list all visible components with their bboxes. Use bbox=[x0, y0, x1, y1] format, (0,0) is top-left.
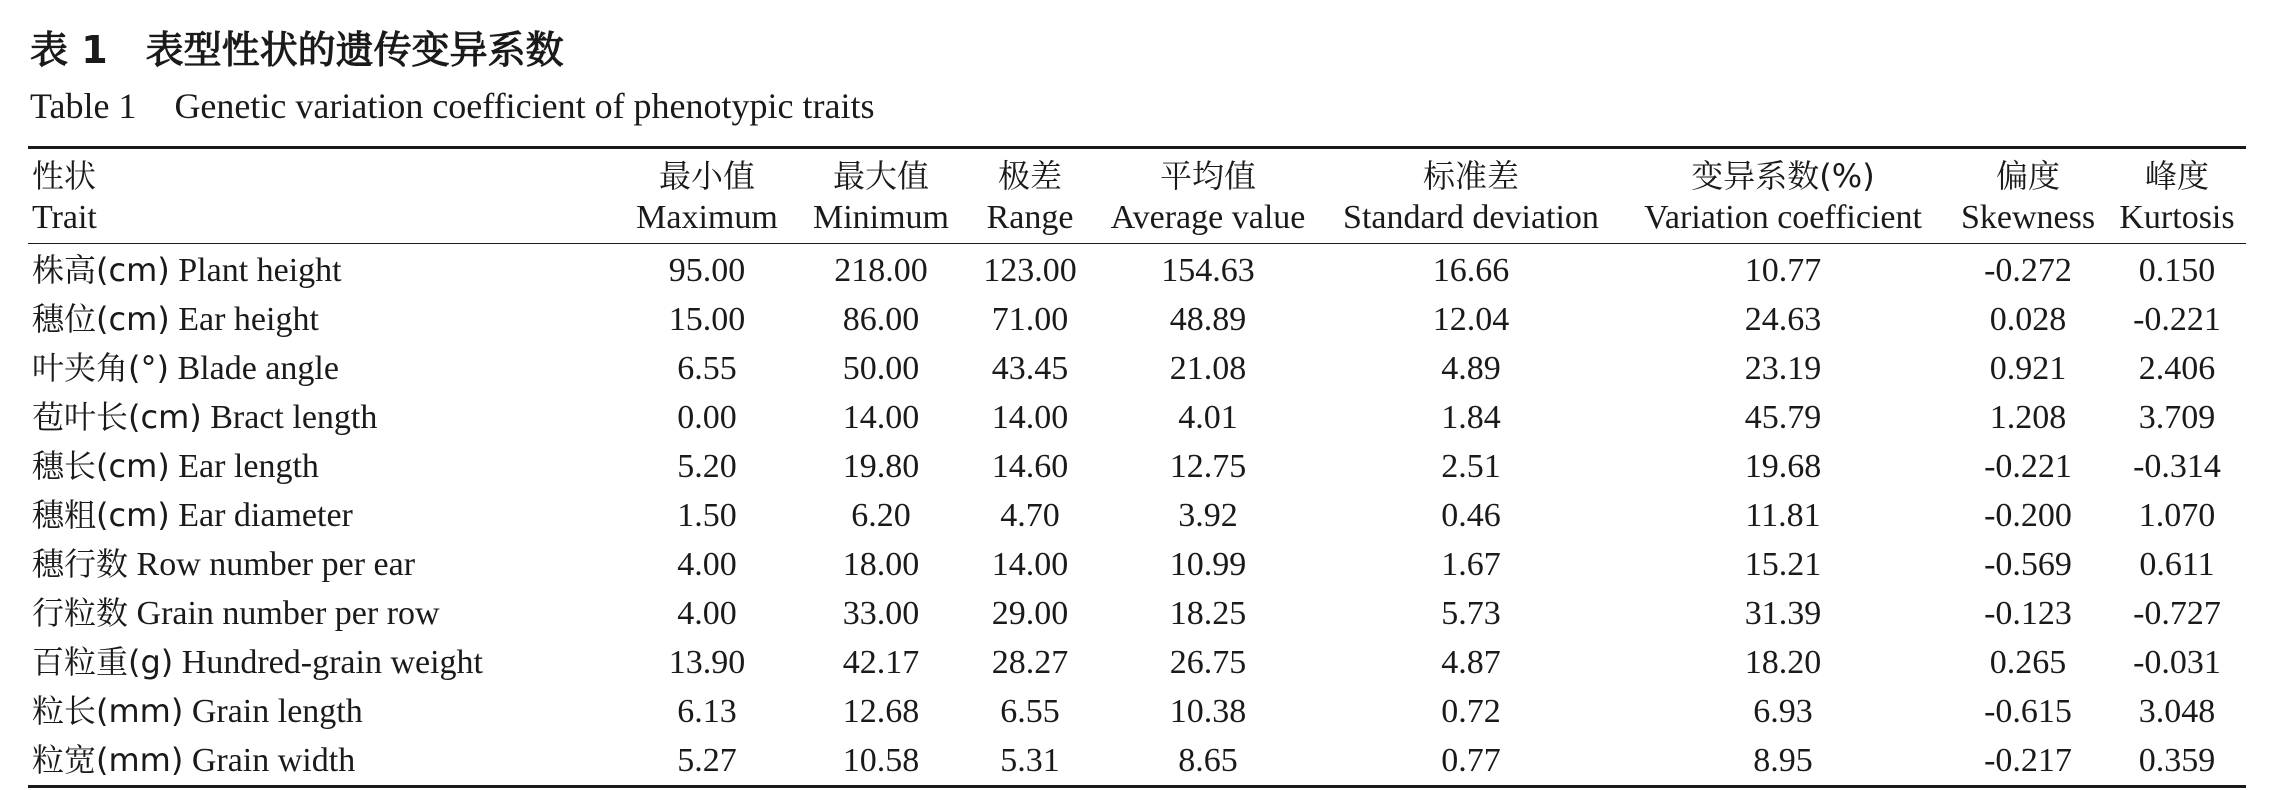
value-cell: 218.00 bbox=[834, 252, 928, 289]
value-cell: 33.00 bbox=[842, 595, 920, 632]
table-row bbox=[28, 244, 2246, 296]
column-header: 峰度 Kurtosis bbox=[2119, 157, 2235, 236]
value-cell: 24.63 bbox=[1744, 301, 1822, 338]
value-cell: 14.60 bbox=[991, 448, 1069, 485]
trait-name-chinese: 穗行数 bbox=[32, 545, 129, 583]
value-cell: 18.20 bbox=[1744, 644, 1822, 681]
value-cell: 0.265 bbox=[1989, 644, 2067, 681]
trait-cell bbox=[28, 344, 620, 393]
value-cell: 29.00 bbox=[991, 595, 1069, 632]
value-cell: -0.727 bbox=[2133, 595, 2221, 632]
value-cell: 21.08 bbox=[1169, 350, 1247, 387]
table-caption-chinese bbox=[30, 22, 564, 78]
column-header: 最小值 Maximum bbox=[636, 157, 778, 236]
value-cell: 0.359 bbox=[2138, 742, 2216, 779]
value-cell: 4.00 bbox=[677, 595, 737, 632]
value-cell: 19.68 bbox=[1744, 448, 1822, 485]
value-cell: 23.19 bbox=[1744, 350, 1822, 387]
trait-name-english: Hundred-grain weight bbox=[181, 644, 483, 681]
trait-name-english: Ear height bbox=[178, 301, 319, 338]
trait-name-english: Grain length bbox=[191, 693, 363, 730]
value-cell: 10.77 bbox=[1744, 252, 1822, 289]
trait-name-english: Grain width bbox=[191, 742, 356, 779]
value-cell: -0.031 bbox=[2133, 644, 2221, 681]
value-cell: 4.00 bbox=[677, 546, 737, 583]
trait-cell bbox=[28, 540, 620, 589]
caption-en-title: Genetic variation coefficient of phenotypic traits bbox=[174, 86, 875, 126]
value-cell: -0.217 bbox=[1984, 742, 2072, 779]
column-header: 变异系数(%) Variation coefficient bbox=[1644, 157, 1922, 236]
value-cell: 1.070 bbox=[2138, 497, 2216, 534]
value-cell: 1.208 bbox=[1989, 399, 2067, 436]
table-row bbox=[28, 344, 2246, 393]
trait-cell bbox=[28, 589, 620, 638]
value-cell: 6.55 bbox=[677, 350, 737, 387]
trait-name-english: Ear diameter bbox=[178, 497, 353, 534]
value-cell: 10.99 bbox=[1169, 546, 1247, 583]
value-cell: 13.90 bbox=[668, 644, 746, 681]
value-cell: 43.45 bbox=[991, 350, 1069, 387]
table-row bbox=[28, 295, 2246, 344]
value-cell: -0.123 bbox=[1984, 595, 2072, 632]
value-cell: 154.63 bbox=[1161, 252, 1255, 289]
value-cell: 71.00 bbox=[991, 301, 1069, 338]
value-cell: 0.72 bbox=[1441, 693, 1501, 730]
table-row bbox=[28, 736, 2246, 787]
value-cell: 2.51 bbox=[1441, 448, 1501, 485]
trait-cell bbox=[28, 442, 620, 491]
column-header: 最大值 Minimum bbox=[812, 157, 950, 236]
value-cell: -0.221 bbox=[2133, 301, 2221, 338]
value-cell: 0.00 bbox=[677, 399, 737, 436]
table-body bbox=[28, 244, 2246, 787]
value-cell: 12.68 bbox=[842, 693, 920, 730]
trait-name-english: Grain number per row bbox=[136, 595, 440, 632]
caption-cn-label: 表 1 bbox=[30, 28, 108, 72]
column-header: 极差 Range bbox=[986, 157, 1074, 236]
value-cell: 48.89 bbox=[1169, 301, 1247, 338]
value-cell: 5.73 bbox=[1441, 595, 1501, 632]
value-cell: 0.921 bbox=[1989, 350, 2067, 387]
caption-cn-title: 表型性状的遗传变异系数 bbox=[145, 28, 564, 72]
trait-name-chinese: 粒宽(mm) bbox=[32, 741, 184, 779]
value-cell: 123.00 bbox=[983, 252, 1077, 289]
trait-cell bbox=[28, 491, 620, 540]
trait-name-english: Plant height bbox=[178, 252, 342, 289]
column-header: 性状 Trait bbox=[32, 157, 97, 236]
trait-name-english: Ear length bbox=[178, 448, 319, 485]
value-cell: 1.67 bbox=[1441, 546, 1501, 583]
value-cell: 0.611 bbox=[2139, 546, 2215, 583]
trait-cell bbox=[28, 638, 620, 687]
table-row bbox=[28, 540, 2246, 589]
value-cell: 4.70 bbox=[1000, 497, 1060, 534]
trait-name-chinese: 百粒重(g) bbox=[32, 643, 174, 681]
column-header: 平均值 Average value bbox=[1110, 157, 1306, 236]
value-cell: 15.21 bbox=[1744, 546, 1822, 583]
value-cell: 86.00 bbox=[842, 301, 920, 338]
value-cell: 6.13 bbox=[677, 693, 737, 730]
trait-name-english: Row number per ear bbox=[136, 546, 416, 583]
column-header: 标准差 Standard deviation bbox=[1343, 157, 1599, 236]
value-cell: 6.55 bbox=[1000, 693, 1060, 730]
value-cell: 18.00 bbox=[842, 546, 920, 583]
trait-cell bbox=[28, 736, 620, 787]
trait-name-chinese: 粒长(mm) bbox=[32, 692, 184, 730]
value-cell: 18.25 bbox=[1169, 595, 1247, 632]
value-cell: -0.221 bbox=[1984, 448, 2072, 485]
trait-name-chinese: 株高(cm) bbox=[32, 251, 170, 289]
value-cell: 4.87 bbox=[1441, 644, 1501, 681]
value-cell: 12.04 bbox=[1432, 301, 1510, 338]
value-cell: 15.00 bbox=[668, 301, 746, 338]
value-cell: 5.20 bbox=[677, 448, 737, 485]
value-cell: 3.048 bbox=[2138, 693, 2216, 730]
value-cell: 26.75 bbox=[1169, 644, 1247, 681]
trait-name-chinese: 行粒数 bbox=[32, 594, 129, 632]
value-cell: -0.314 bbox=[2133, 448, 2221, 485]
value-cell: 14.00 bbox=[991, 546, 1069, 583]
value-cell: 8.65 bbox=[1178, 742, 1238, 779]
trait-cell bbox=[28, 244, 620, 296]
value-cell: 11.81 bbox=[1745, 497, 1821, 534]
value-cell: 10.38 bbox=[1169, 693, 1247, 730]
value-cell: 0.028 bbox=[1989, 301, 2067, 338]
value-cell: 42.17 bbox=[842, 644, 920, 681]
trait-name-english: Blade angle bbox=[177, 350, 339, 387]
value-cell: 0.46 bbox=[1441, 497, 1501, 534]
trait-name-chinese: 叶夹角(°) bbox=[32, 349, 169, 387]
table-row bbox=[28, 491, 2246, 540]
header-row bbox=[28, 148, 2246, 244]
trait-cell bbox=[28, 393, 620, 442]
value-cell: 50.00 bbox=[842, 350, 920, 387]
value-cell: 8.95 bbox=[1753, 742, 1813, 779]
value-cell: 14.00 bbox=[991, 399, 1069, 436]
value-cell: 2.406 bbox=[2138, 350, 2216, 387]
value-cell: 6.20 bbox=[851, 497, 911, 534]
value-cell: 1.84 bbox=[1441, 399, 1501, 436]
value-cell: 0.77 bbox=[1441, 742, 1501, 779]
value-cell: 5.27 bbox=[677, 742, 737, 779]
value-cell: -0.569 bbox=[1984, 546, 2072, 583]
value-cell: 95.00 bbox=[668, 252, 746, 289]
trait-name-chinese: 穗粗(cm) bbox=[32, 496, 170, 534]
value-cell: 0.150 bbox=[2138, 252, 2216, 289]
table-row bbox=[28, 638, 2246, 687]
value-cell: -0.200 bbox=[1984, 497, 2072, 534]
value-cell: -0.272 bbox=[1984, 252, 2072, 289]
value-cell: 3.92 bbox=[1178, 497, 1238, 534]
value-cell: 31.39 bbox=[1744, 595, 1822, 632]
value-cell: 45.79 bbox=[1744, 399, 1822, 436]
value-cell: 12.75 bbox=[1169, 448, 1247, 485]
value-cell: 19.80 bbox=[842, 448, 920, 485]
table-row bbox=[28, 442, 2246, 491]
value-cell: 28.27 bbox=[991, 644, 1069, 681]
trait-cell bbox=[28, 687, 620, 736]
table-row bbox=[28, 687, 2246, 736]
table-row bbox=[28, 589, 2246, 638]
column-header: 偏度 Skewness bbox=[1960, 157, 2096, 236]
value-cell: 4.01 bbox=[1178, 399, 1238, 436]
value-cell: 14.00 bbox=[842, 399, 920, 436]
table-row bbox=[28, 393, 2246, 442]
trait-name-chinese: 苞叶长(cm) bbox=[32, 398, 202, 436]
value-cell: 4.89 bbox=[1441, 350, 1501, 387]
value-cell: -0.615 bbox=[1984, 693, 2072, 730]
trait-name-chinese: 穗长(cm) bbox=[32, 447, 170, 485]
trait-name-chinese: 穗位(cm) bbox=[32, 300, 170, 338]
value-cell: 10.58 bbox=[842, 742, 920, 779]
value-cell: 3.709 bbox=[2138, 399, 2216, 436]
value-cell: 1.50 bbox=[677, 497, 737, 534]
value-cell: 16.66 bbox=[1432, 252, 1510, 289]
value-cell: 5.31 bbox=[1000, 742, 1060, 779]
trait-name-english: Bract length bbox=[210, 399, 378, 436]
trait-cell bbox=[28, 295, 620, 344]
data-table bbox=[28, 146, 2246, 788]
table-caption-english bbox=[30, 78, 875, 134]
caption-en-label: Table 1 bbox=[30, 86, 137, 126]
value-cell: 6.93 bbox=[1753, 693, 1813, 730]
